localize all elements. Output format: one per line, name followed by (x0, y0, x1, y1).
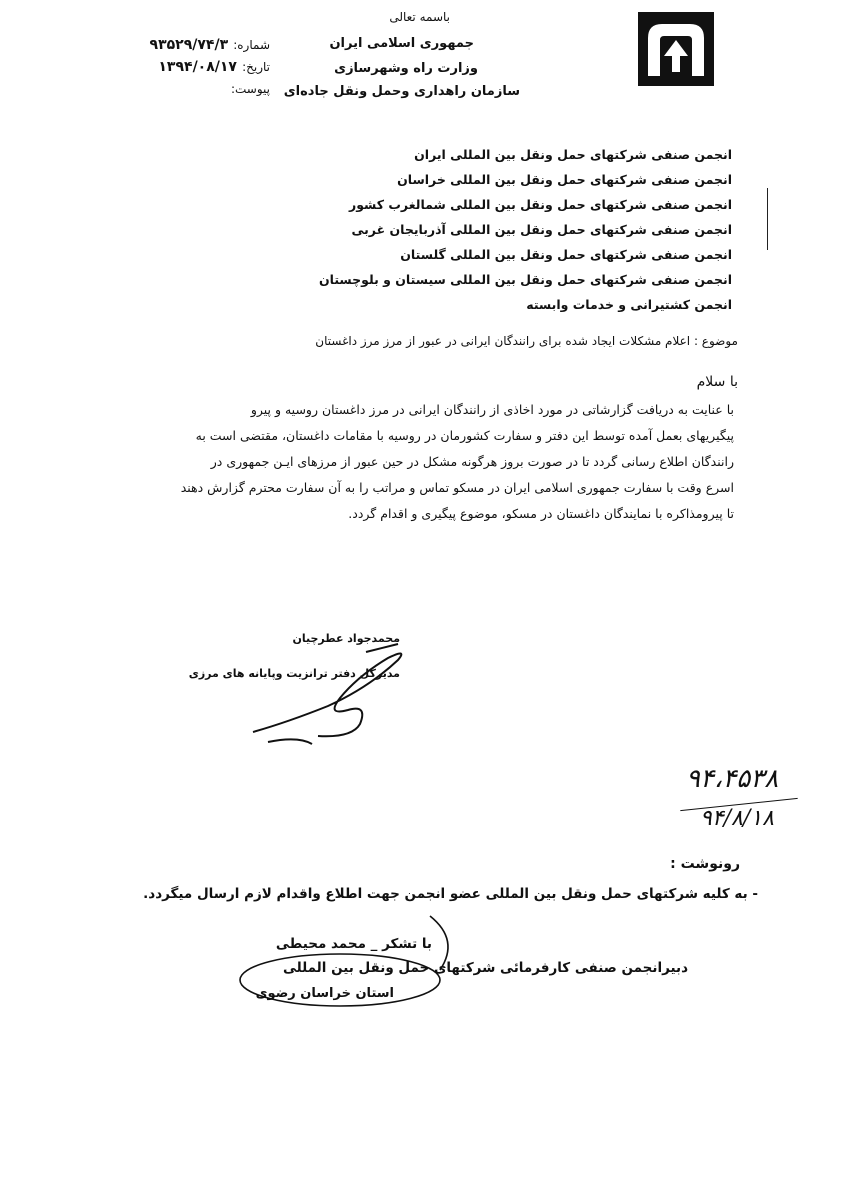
handwritten-signature-icon (248, 640, 418, 750)
recipient-item: انجمن کشتیرانی و خدمات وابسته (526, 297, 732, 312)
closing-thanks: با تشکر _ محمد محیطی (275, 936, 432, 952)
recipient-item: انجمن صنفی شرکتهای حمل ونقل بین المللی خراسان (397, 172, 732, 187)
body-line: اسرع وقت با سفارت جمهوری اسلامی ایران در مسکو تماس و مراتب را به آن سفارت محترم گزارش دهند (180, 480, 734, 495)
margin-divider (767, 188, 768, 250)
body-line: با عنایت به دریافت گزارشاتی در مورد اخاذی از رانندگان ایرانی در مرز داغستان روسیه و پیرو (250, 402, 734, 417)
cc-item: - به کلیه شرکتهای حمل ونقل بین المللی عضو انجمن جهت اطلاع واقدام لازم ارسال میگردد. (143, 886, 758, 902)
date-value: ۱۳۹۴/۰۸/۱۷ (158, 59, 237, 75)
signatory-title: مدیرکل دفتر ترانزیت وپایانه های مرزی (188, 667, 400, 680)
signatory-name: محمدجواد عطرچیان (292, 632, 400, 645)
meta-block (120, 34, 270, 100)
letterhead-ministry: وزارت راه وشهرسازی (334, 61, 478, 76)
handwritten-reg-number: ۹۴،۴۵۳۸ (686, 764, 779, 794)
organization-logo-icon (636, 10, 716, 88)
recipient-item: انجمن صنفی شرکتهای حمل ونقل بین المللی سیستان و بلوچستان (318, 272, 732, 287)
recipient-item: انجمن صنفی شرکتهای حمل ونقل بین المللی آذربایجان غربی (351, 222, 732, 237)
letterhead-country: جمهوری اسلامی ایران (329, 36, 474, 51)
cc-label: رونوشت : (670, 856, 740, 872)
closing-secretary: دبیرانجمن صنفی کارفرمائی شرکتهای حمل ونقل بین المللی (282, 960, 688, 976)
recipient-item: انجمن صنفی شرکتهای حمل ونقل بین المللی شمالغرب کشور (349, 197, 732, 212)
number-label: شماره: (233, 38, 270, 52)
recipient-item: انجمن صنفی شرکتهای حمل ونقل بین المللی گلستان (400, 247, 732, 262)
body-paragraph (110, 402, 734, 532)
subject-line: موضوع : اعلام مشکلات ایجاد شده برای رانندگان ایرانی در عبور از مرز مرز داغستان (315, 334, 738, 348)
attachment-label: پیوست: (230, 82, 270, 96)
recipient-item: انجمن صنفی شرکتهای حمل ونقل بین المللی ایران (414, 147, 732, 162)
body-line: پیگیریهای بعمل آمده توسط این دفتر و سفارت کشورمان در روسیه با مقامات داغستان، مقتضی است به (195, 428, 734, 443)
salutation: با سلام (696, 374, 738, 390)
closing-province: استان خراسان رضوی (255, 986, 394, 1001)
date-label: تاریخ: (242, 60, 270, 74)
letterhead-invocation: باسمه تعالی (389, 10, 450, 24)
closing-scribble-icon (230, 910, 470, 1014)
handwritten-reg-date: ۹۴/۸/۱۸ (700, 806, 774, 831)
number-value: ۹۳۵۲۹/۷۴/۳ (149, 37, 229, 53)
recipient-list (272, 147, 732, 322)
body-line: رانندگان اطلاع رسانی گردد تا در صورت بروز هرگونه مشکل در حین عبور از مرزهای ایـن جمهوری در (210, 454, 734, 469)
letterhead-organization: سازمان راهداری وحمل ونقل جاده‌ای (283, 84, 520, 99)
body-line: تا پیرومذاکره با نمایندگان داغستان در مسکو، موضوع پیگیری و اقدام گردد. (348, 506, 734, 521)
